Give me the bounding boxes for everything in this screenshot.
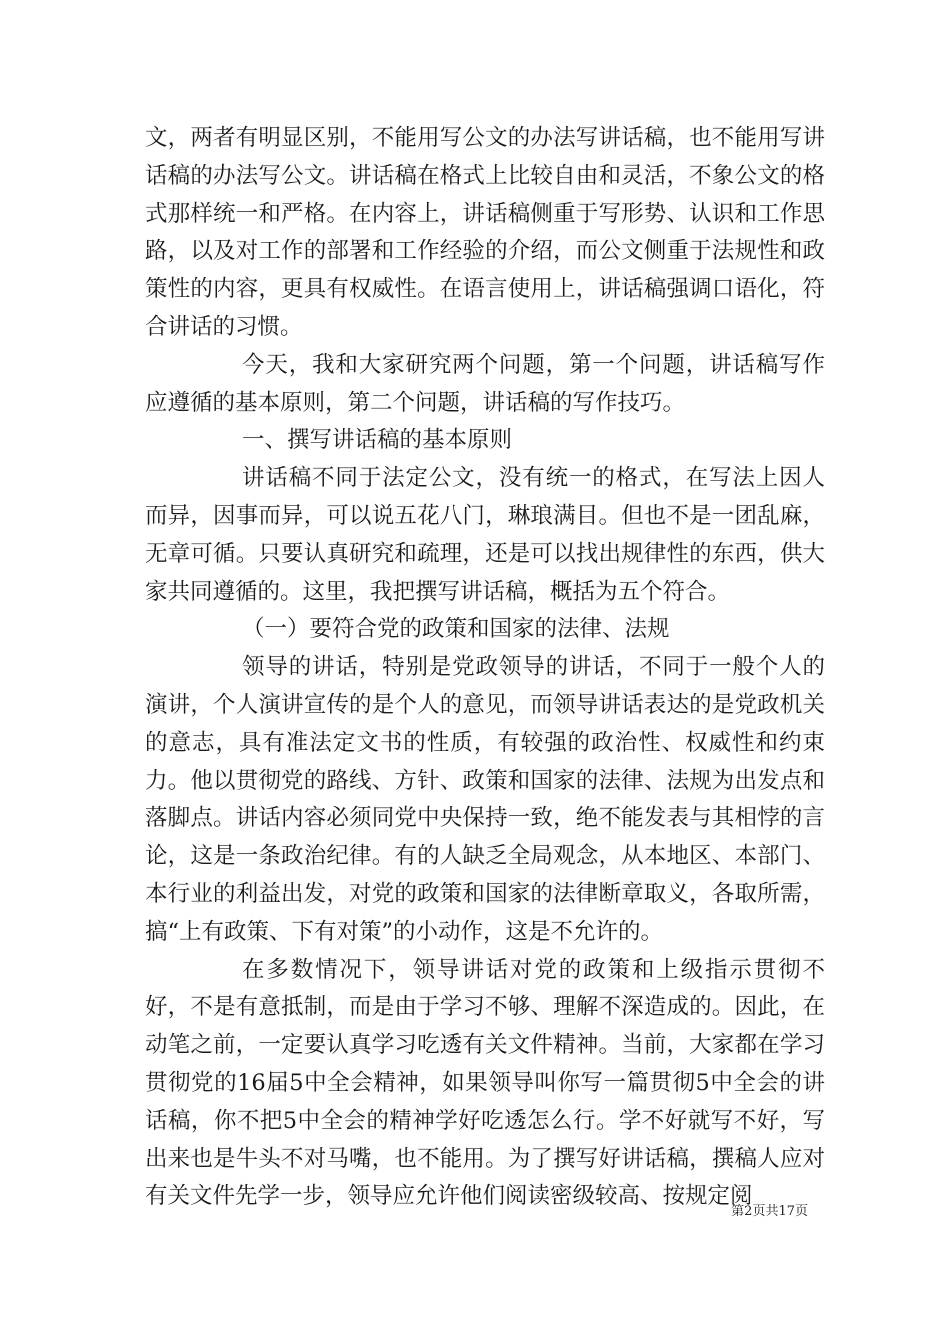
section-heading: 一、撰写讲话稿的基本原则 (242, 427, 513, 454)
paragraph-intro: 今天，我和大家研究两个问题，第一个问题，讲话稿写作应遵循的基本原则，第二个问题，讲话稿的写作技巧。 (145, 351, 825, 416)
page-number-footer: 第2页共17页 (731, 1204, 808, 1219)
paragraph-study: 在多数情况下，领导讲话对党的政策和上级指示贯彻不好，不是有意抵制，而是由于学习不够、理解不深造成的。因此，在动笔之前，一定要认真学习吃透有关文件精神。当前，大家都在学习贯彻党的16届5中全会精神，如果领导叫你写一篇贯彻5中全会的讲话稿，你不把5中全会的精神学好吃透怎么行。学不好就写不好，写出来也是牛头不对马嘴，也不能用。为了撰写好讲话稿，撰稿人应对有关文件先学一步，领导应允许他们阅读密级较高、按规定阅 (145, 956, 825, 1210)
paragraph-principles: 讲话稿不同于法定公文，没有统一的格式，在写法上因人而异，因事而异，可以说五花八门，琳琅满目。但也不是一团乱麻，无章可循。只要认真研究和疏理，还是可以找出规律性的东西，供大家共同遵循的。这里，我把撰写讲话稿，概括为五个符合。 (145, 465, 825, 605)
paragraph-policy: 领导的讲话，特别是党政领导的讲话，不同于一般个人的演讲，个人演讲宣传的是个人的意见，而领导讲话表达的是党政机关的意志，具有准法定文书的性质，有较强的政治性、权威性和约束力。他以贯彻党的路线、方针、政策和国家的法律、法规为出发点和落脚点。讲话内容必须同党中央保持一致，绝不能发表与其相悖的言论，这是一条政治纪律。有的人缺乏全局观念，从本地区、本部门、本行业的利益出发，对党的政策和国家的法律断章取义，各取所需，搞“上有政策、下有对策”的小动作，这是不允许的。 (145, 654, 825, 945)
document-body (145, 120, 825, 1216)
subsection-heading: （一）要符合党的政策和国家的法律、法规 (242, 616, 670, 643)
paragraph-continuation: 文，两者有明显区别，不能用写公文的办法写讲话稿，也不能用写讲话稿的办法写公文。讲话稿在格式上比较自由和灵活，不象公文的格式那样统一和严格。在内容上，讲话稿侧重于写形势、认识和工作思路，以及对工作的部署和工作经验的介绍，而公文侧重于法规性和政策性的内容，更具有权威性。在语言使用上，讲话稿强调口语化，符合讲话的习惯。 (145, 125, 825, 340)
